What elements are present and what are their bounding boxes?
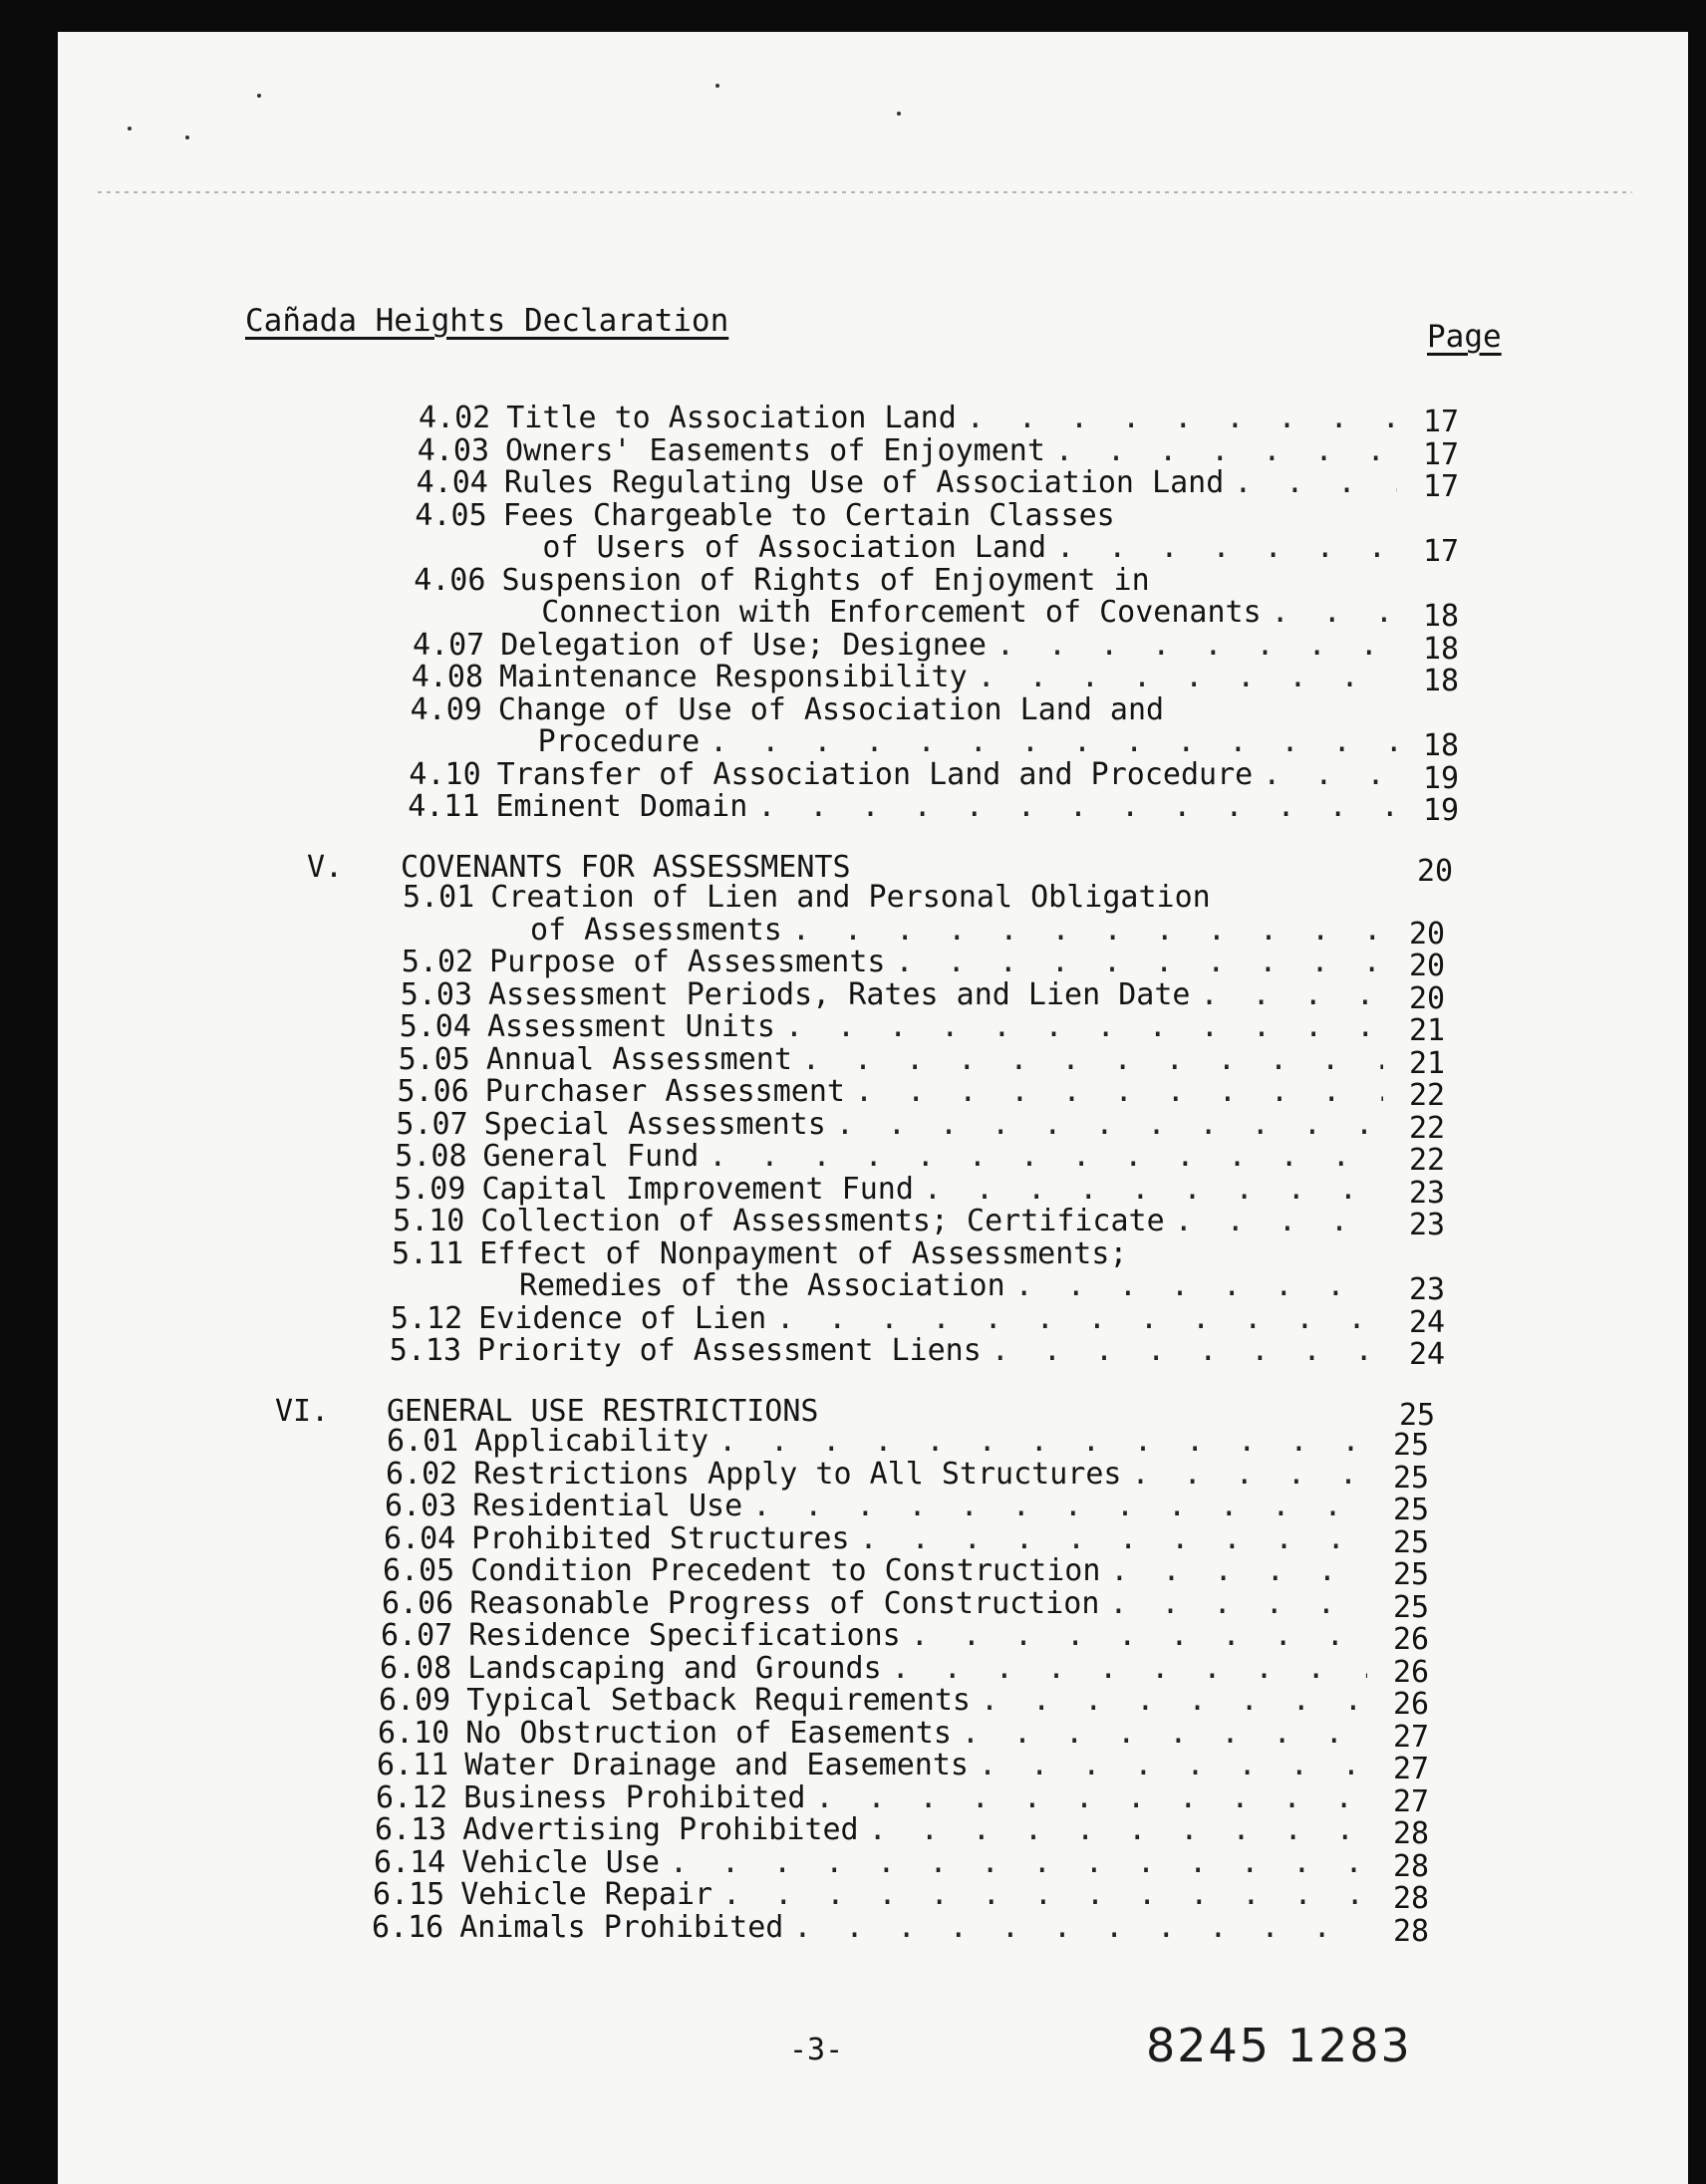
entry-title: Vehicle Use bbox=[461, 1844, 660, 1880]
entry-title: No Obstruction of Easements bbox=[465, 1715, 952, 1751]
dot-leader bbox=[892, 1653, 1367, 1685]
section-heading: GENERAL USE RESTRICTIONS bbox=[387, 1393, 819, 1429]
entry-number: 4.10 bbox=[409, 756, 481, 792]
section-page-number: 20 bbox=[1417, 853, 1454, 889]
section-numeral: VI. bbox=[275, 1393, 330, 1429]
entry-title: Vehicle Repair bbox=[460, 1877, 713, 1912]
entry-number: 5.09 bbox=[394, 1171, 466, 1207]
entry-title: Typical Setback Requirements bbox=[466, 1683, 971, 1718]
dot-leader bbox=[757, 791, 1397, 823]
dot-leader bbox=[1263, 759, 1397, 791]
entry-title: Special Assessments bbox=[483, 1106, 826, 1142]
entry-page-number: 18 bbox=[1423, 728, 1460, 763]
entry-page-number: 23 bbox=[1409, 1272, 1446, 1307]
toc-entry bbox=[375, 1814, 1367, 1846]
toc-entry bbox=[383, 1555, 1367, 1587]
dot-leader bbox=[709, 1141, 1383, 1173]
dot-leader bbox=[869, 1814, 1367, 1846]
entry-title: Creation of Lien and Personal Obligation bbox=[490, 880, 1211, 915]
entry-page-number: 17 bbox=[1423, 469, 1460, 504]
dot-leader bbox=[896, 947, 1383, 978]
entry-number: 4.06 bbox=[414, 562, 486, 598]
toc-entry bbox=[378, 1715, 1367, 1751]
entry-page-number: 22 bbox=[1409, 1110, 1446, 1146]
entry-number: 5.02 bbox=[401, 945, 474, 979]
dot-leader bbox=[1234, 467, 1397, 499]
toc-entry bbox=[415, 497, 1115, 533]
entry-page-number: 28 bbox=[1393, 1913, 1430, 1949]
entry-title: Title to Association Land bbox=[506, 401, 957, 435]
entry-number: 5.07 bbox=[396, 1106, 468, 1142]
dot-leader bbox=[1200, 979, 1383, 1011]
toc-entry-continuation bbox=[538, 726, 1397, 758]
page-column-heading: Page bbox=[1427, 319, 1502, 355]
dot-leader bbox=[1110, 1555, 1367, 1587]
entry-page-number: 20 bbox=[1409, 949, 1446, 983]
entry-page-number: 24 bbox=[1409, 1337, 1446, 1372]
entry-page-number: 28 bbox=[1393, 1848, 1430, 1884]
dot-leader bbox=[981, 1685, 1367, 1717]
entry-page-number: 25 bbox=[1393, 1493, 1430, 1527]
dot-leader bbox=[1131, 1459, 1367, 1491]
entry-title: Fees Chargeable to Certain Classes bbox=[502, 497, 1115, 533]
toc-entry bbox=[417, 432, 1397, 468]
entry-title: Collection of Assessments; Certificate bbox=[480, 1204, 1165, 1238]
entry-number: 5.05 bbox=[398, 1041, 470, 1077]
entry-title: Annual Assessment bbox=[485, 1041, 792, 1077]
toc-entry bbox=[396, 1106, 1383, 1142]
entry-page-number: 28 bbox=[1393, 1881, 1430, 1916]
entry-page-number: 20 bbox=[1409, 980, 1446, 1016]
entry-title: Purchaser Assessment bbox=[484, 1074, 845, 1109]
dot-leader bbox=[836, 1109, 1383, 1141]
entry-number: 5.04 bbox=[399, 1009, 471, 1044]
entry-page-number: 27 bbox=[1393, 1783, 1430, 1819]
entry-number: 6.07 bbox=[381, 1618, 453, 1653]
entry-page-number: 21 bbox=[1409, 1013, 1446, 1048]
toc-entry bbox=[403, 882, 1211, 914]
dot-leader bbox=[776, 1303, 1383, 1335]
entry-title: Effect of Nonpayment of Assessments; bbox=[479, 1235, 1128, 1271]
toc-entry bbox=[394, 1171, 1383, 1207]
entry-page-number: 19 bbox=[1423, 793, 1460, 828]
toc-entry bbox=[414, 562, 1150, 598]
entry-title-continued: of Users of Association Land bbox=[542, 530, 1047, 565]
toc-entry bbox=[387, 1426, 1367, 1458]
entry-number: 4.02 bbox=[419, 401, 491, 435]
toc-entry-continuation bbox=[530, 912, 1383, 948]
toc-entry bbox=[376, 1779, 1367, 1815]
dot-leader bbox=[792, 915, 1383, 947]
entry-page-number: 18 bbox=[1423, 631, 1460, 667]
entry-page-number: 23 bbox=[1409, 1175, 1446, 1211]
entry-title: Rules Regulating Use of Association Land bbox=[503, 465, 1225, 500]
entry-page-number: 27 bbox=[1393, 1719, 1430, 1755]
toc-entry bbox=[374, 1844, 1367, 1880]
dot-leader bbox=[967, 403, 1397, 434]
toc-entry bbox=[384, 1520, 1367, 1556]
entry-number: 6.12 bbox=[376, 1779, 448, 1815]
entry-page-number: 27 bbox=[1393, 1752, 1430, 1786]
dot-leader bbox=[855, 1076, 1383, 1108]
entry-title: Reasonable Progress of Construction bbox=[469, 1585, 1100, 1621]
entry-number: 6.04 bbox=[384, 1520, 456, 1556]
entry-number: 6.15 bbox=[373, 1877, 445, 1912]
dot-leader bbox=[793, 1912, 1367, 1944]
toc-entry bbox=[409, 756, 1397, 792]
dot-leader bbox=[815, 1782, 1367, 1814]
toc-entry-continuation bbox=[541, 597, 1397, 629]
document-title: Cañada Heights Declaration bbox=[245, 303, 729, 339]
dot-leader bbox=[802, 1044, 1383, 1076]
entry-page-number: 24 bbox=[1409, 1304, 1446, 1340]
entry-title: Prohibited Structures bbox=[471, 1520, 850, 1556]
entry-title: Maintenance Responsibility bbox=[499, 660, 968, 694]
entry-number: 6.14 bbox=[374, 1844, 446, 1880]
entry-title: Priority of Assessment Liens bbox=[477, 1333, 982, 1368]
entry-number: 5.01 bbox=[403, 880, 475, 915]
entry-title: Landscaping and Grounds bbox=[467, 1650, 882, 1686]
entry-number: 6.13 bbox=[375, 1812, 447, 1847]
entry-title: Business Prohibited bbox=[463, 1779, 806, 1815]
toc-entry bbox=[398, 1076, 1384, 1108]
toc-entry bbox=[377, 1750, 1367, 1781]
dot-leader bbox=[1272, 597, 1397, 629]
dot-leader bbox=[979, 1750, 1367, 1781]
toc-entry bbox=[419, 403, 1397, 434]
entry-title: Residential Use bbox=[472, 1489, 743, 1523]
entry-number: 4.04 bbox=[416, 465, 488, 500]
entry-page-number: 20 bbox=[1409, 916, 1446, 952]
section-heading: COVENANTS FOR ASSESSMENTS bbox=[401, 849, 851, 885]
entry-title: Assessment Units bbox=[486, 1009, 775, 1044]
entry-page-number: 26 bbox=[1393, 1654, 1430, 1690]
entry-number: 4.03 bbox=[417, 432, 490, 468]
toc-entry bbox=[382, 1585, 1367, 1621]
entry-title: Restrictions Apply to All Structures bbox=[473, 1456, 1122, 1492]
entry-title: Capital Improvement Fund bbox=[481, 1171, 914, 1207]
entry-title: Owners' Easements of Enjoyment bbox=[505, 432, 1045, 468]
entry-number: 5.06 bbox=[397, 1074, 469, 1109]
toc-entry bbox=[398, 1041, 1383, 1077]
entry-title: Transfer of Association Land and Procedure bbox=[496, 756, 1254, 792]
entry-number: 5.11 bbox=[392, 1235, 464, 1271]
entry-title: Purpose of Assessments bbox=[489, 945, 886, 979]
dot-leader bbox=[962, 1718, 1367, 1750]
dot-leader bbox=[911, 1620, 1367, 1652]
dot-leader bbox=[1055, 435, 1397, 467]
dot-leader bbox=[670, 1847, 1367, 1879]
dot-leader bbox=[978, 662, 1397, 693]
entry-page-number: 25 bbox=[1393, 1460, 1430, 1496]
entry-number: 6.02 bbox=[386, 1456, 458, 1492]
entry-page-number: 26 bbox=[1393, 1622, 1430, 1657]
document-stamp: 8245 1283 bbox=[1146, 2019, 1412, 2072]
toc-entry bbox=[386, 1456, 1367, 1492]
entry-page-number: 26 bbox=[1393, 1687, 1430, 1722]
entry-page-number: 17 bbox=[1423, 436, 1460, 472]
entry-page-number: 22 bbox=[1409, 1078, 1446, 1113]
entry-page-number: 18 bbox=[1423, 599, 1460, 634]
dot-leader bbox=[710, 726, 1397, 758]
entry-number: 4.05 bbox=[415, 497, 487, 533]
entry-page-number: 17 bbox=[1423, 534, 1460, 569]
toc-entry bbox=[373, 1879, 1367, 1911]
toc-entry bbox=[393, 1206, 1383, 1237]
entry-number: 6.05 bbox=[383, 1553, 455, 1588]
entry-title-continued: of Assessments bbox=[530, 912, 782, 948]
entry-number: 5.08 bbox=[395, 1139, 467, 1174]
entry-page-number: 23 bbox=[1409, 1208, 1446, 1242]
entry-title: Residence Specifications bbox=[468, 1618, 901, 1653]
dot-leader bbox=[992, 1335, 1383, 1367]
toc-entry bbox=[413, 627, 1397, 663]
entry-number: 5.03 bbox=[400, 976, 473, 1012]
entry-page-number: 25 bbox=[1393, 1524, 1430, 1560]
toc-entry bbox=[385, 1491, 1367, 1522]
entry-number: 6.08 bbox=[380, 1650, 452, 1686]
entry-number: 6.10 bbox=[378, 1715, 450, 1751]
entry-page-number: 25 bbox=[1393, 1557, 1430, 1592]
section-page-number: 25 bbox=[1399, 1397, 1436, 1433]
entry-title: Suspension of Rights of Enjoyment in bbox=[501, 562, 1150, 598]
dot-leader bbox=[1109, 1588, 1367, 1620]
entry-title: Change of Use of Association Land and bbox=[497, 691, 1165, 727]
toc-entry bbox=[412, 662, 1397, 693]
toc-entry bbox=[380, 1650, 1367, 1686]
toc-entry bbox=[400, 976, 1383, 1012]
entry-number: 4.11 bbox=[408, 789, 480, 824]
entry-title: Assessment Periods, Rates and Lien Date bbox=[488, 976, 1191, 1012]
entry-title-continued: Remedies of the Association bbox=[519, 1268, 1005, 1303]
section-numeral: V. bbox=[307, 849, 344, 885]
entry-title: Delegation of Use; Designee bbox=[500, 627, 987, 663]
entry-page-number: 25 bbox=[1393, 1589, 1430, 1625]
entry-title-continued: Procedure bbox=[537, 724, 701, 759]
dot-leader bbox=[718, 1426, 1367, 1458]
entry-title: Condition Precedent to Construction bbox=[470, 1553, 1101, 1588]
entry-title: Water Drainage and Easements bbox=[464, 1748, 969, 1782]
entry-page-number: 17 bbox=[1423, 405, 1460, 439]
dot-leader bbox=[785, 1011, 1383, 1043]
toc-entry bbox=[390, 1335, 1383, 1367]
entry-number: 5.12 bbox=[390, 1300, 463, 1336]
entry-page-number: 21 bbox=[1409, 1045, 1446, 1081]
toc-entry bbox=[417, 467, 1397, 499]
toc-entry bbox=[400, 1011, 1383, 1043]
entry-number: 6.06 bbox=[382, 1585, 454, 1621]
toc-entry bbox=[408, 791, 1397, 823]
entry-number: 4.08 bbox=[411, 660, 484, 694]
entry-number: 6.11 bbox=[377, 1748, 449, 1782]
dot-leader bbox=[752, 1491, 1367, 1522]
toc-entry bbox=[372, 1909, 1367, 1945]
entry-number: 4.09 bbox=[410, 691, 482, 727]
toc-entry bbox=[392, 1235, 1128, 1271]
entry-title: Applicability bbox=[474, 1424, 710, 1459]
entry-page-number: 19 bbox=[1423, 760, 1460, 796]
entry-page-number: 22 bbox=[1409, 1143, 1446, 1178]
dot-leader bbox=[924, 1174, 1383, 1206]
entry-title: Advertising Prohibited bbox=[462, 1812, 859, 1847]
dot-leader bbox=[996, 630, 1397, 662]
entry-page-number: 18 bbox=[1423, 664, 1460, 698]
toc-entry-continuation bbox=[542, 532, 1397, 564]
toc-entry bbox=[379, 1685, 1367, 1717]
entry-number: 4.07 bbox=[413, 627, 485, 663]
entry-number: 6.01 bbox=[387, 1424, 459, 1459]
dot-leader bbox=[1175, 1206, 1383, 1237]
entry-title: Eminent Domain bbox=[495, 789, 748, 824]
toc-entry bbox=[402, 947, 1383, 978]
page-number: -3- bbox=[789, 2033, 844, 2067]
entry-title: General Fund bbox=[482, 1139, 700, 1174]
dot-leader bbox=[1015, 1270, 1383, 1302]
toc-entry-continuation bbox=[519, 1270, 1383, 1302]
entry-page-number: 25 bbox=[1393, 1428, 1430, 1463]
toc-entry bbox=[381, 1620, 1367, 1652]
entry-number: 6.03 bbox=[385, 1489, 457, 1523]
entry-title: Animals Prohibited bbox=[459, 1909, 784, 1945]
dot-leader bbox=[1056, 532, 1397, 564]
dot-leader bbox=[860, 1523, 1367, 1555]
entry-number: 6.16 bbox=[372, 1909, 444, 1945]
toc-entry bbox=[390, 1300, 1383, 1336]
entry-page-number: 28 bbox=[1393, 1816, 1430, 1851]
entry-title-continued: Connection with Enforcement of Covenants bbox=[541, 595, 1262, 630]
toc-entry bbox=[395, 1141, 1383, 1173]
entry-title: Evidence of Lien bbox=[478, 1300, 767, 1336]
toc-entry bbox=[410, 691, 1165, 727]
dot-leader bbox=[722, 1879, 1367, 1911]
entry-number: 5.13 bbox=[389, 1333, 462, 1368]
entry-number: 6.09 bbox=[379, 1683, 451, 1718]
entry-number: 5.10 bbox=[393, 1204, 465, 1238]
